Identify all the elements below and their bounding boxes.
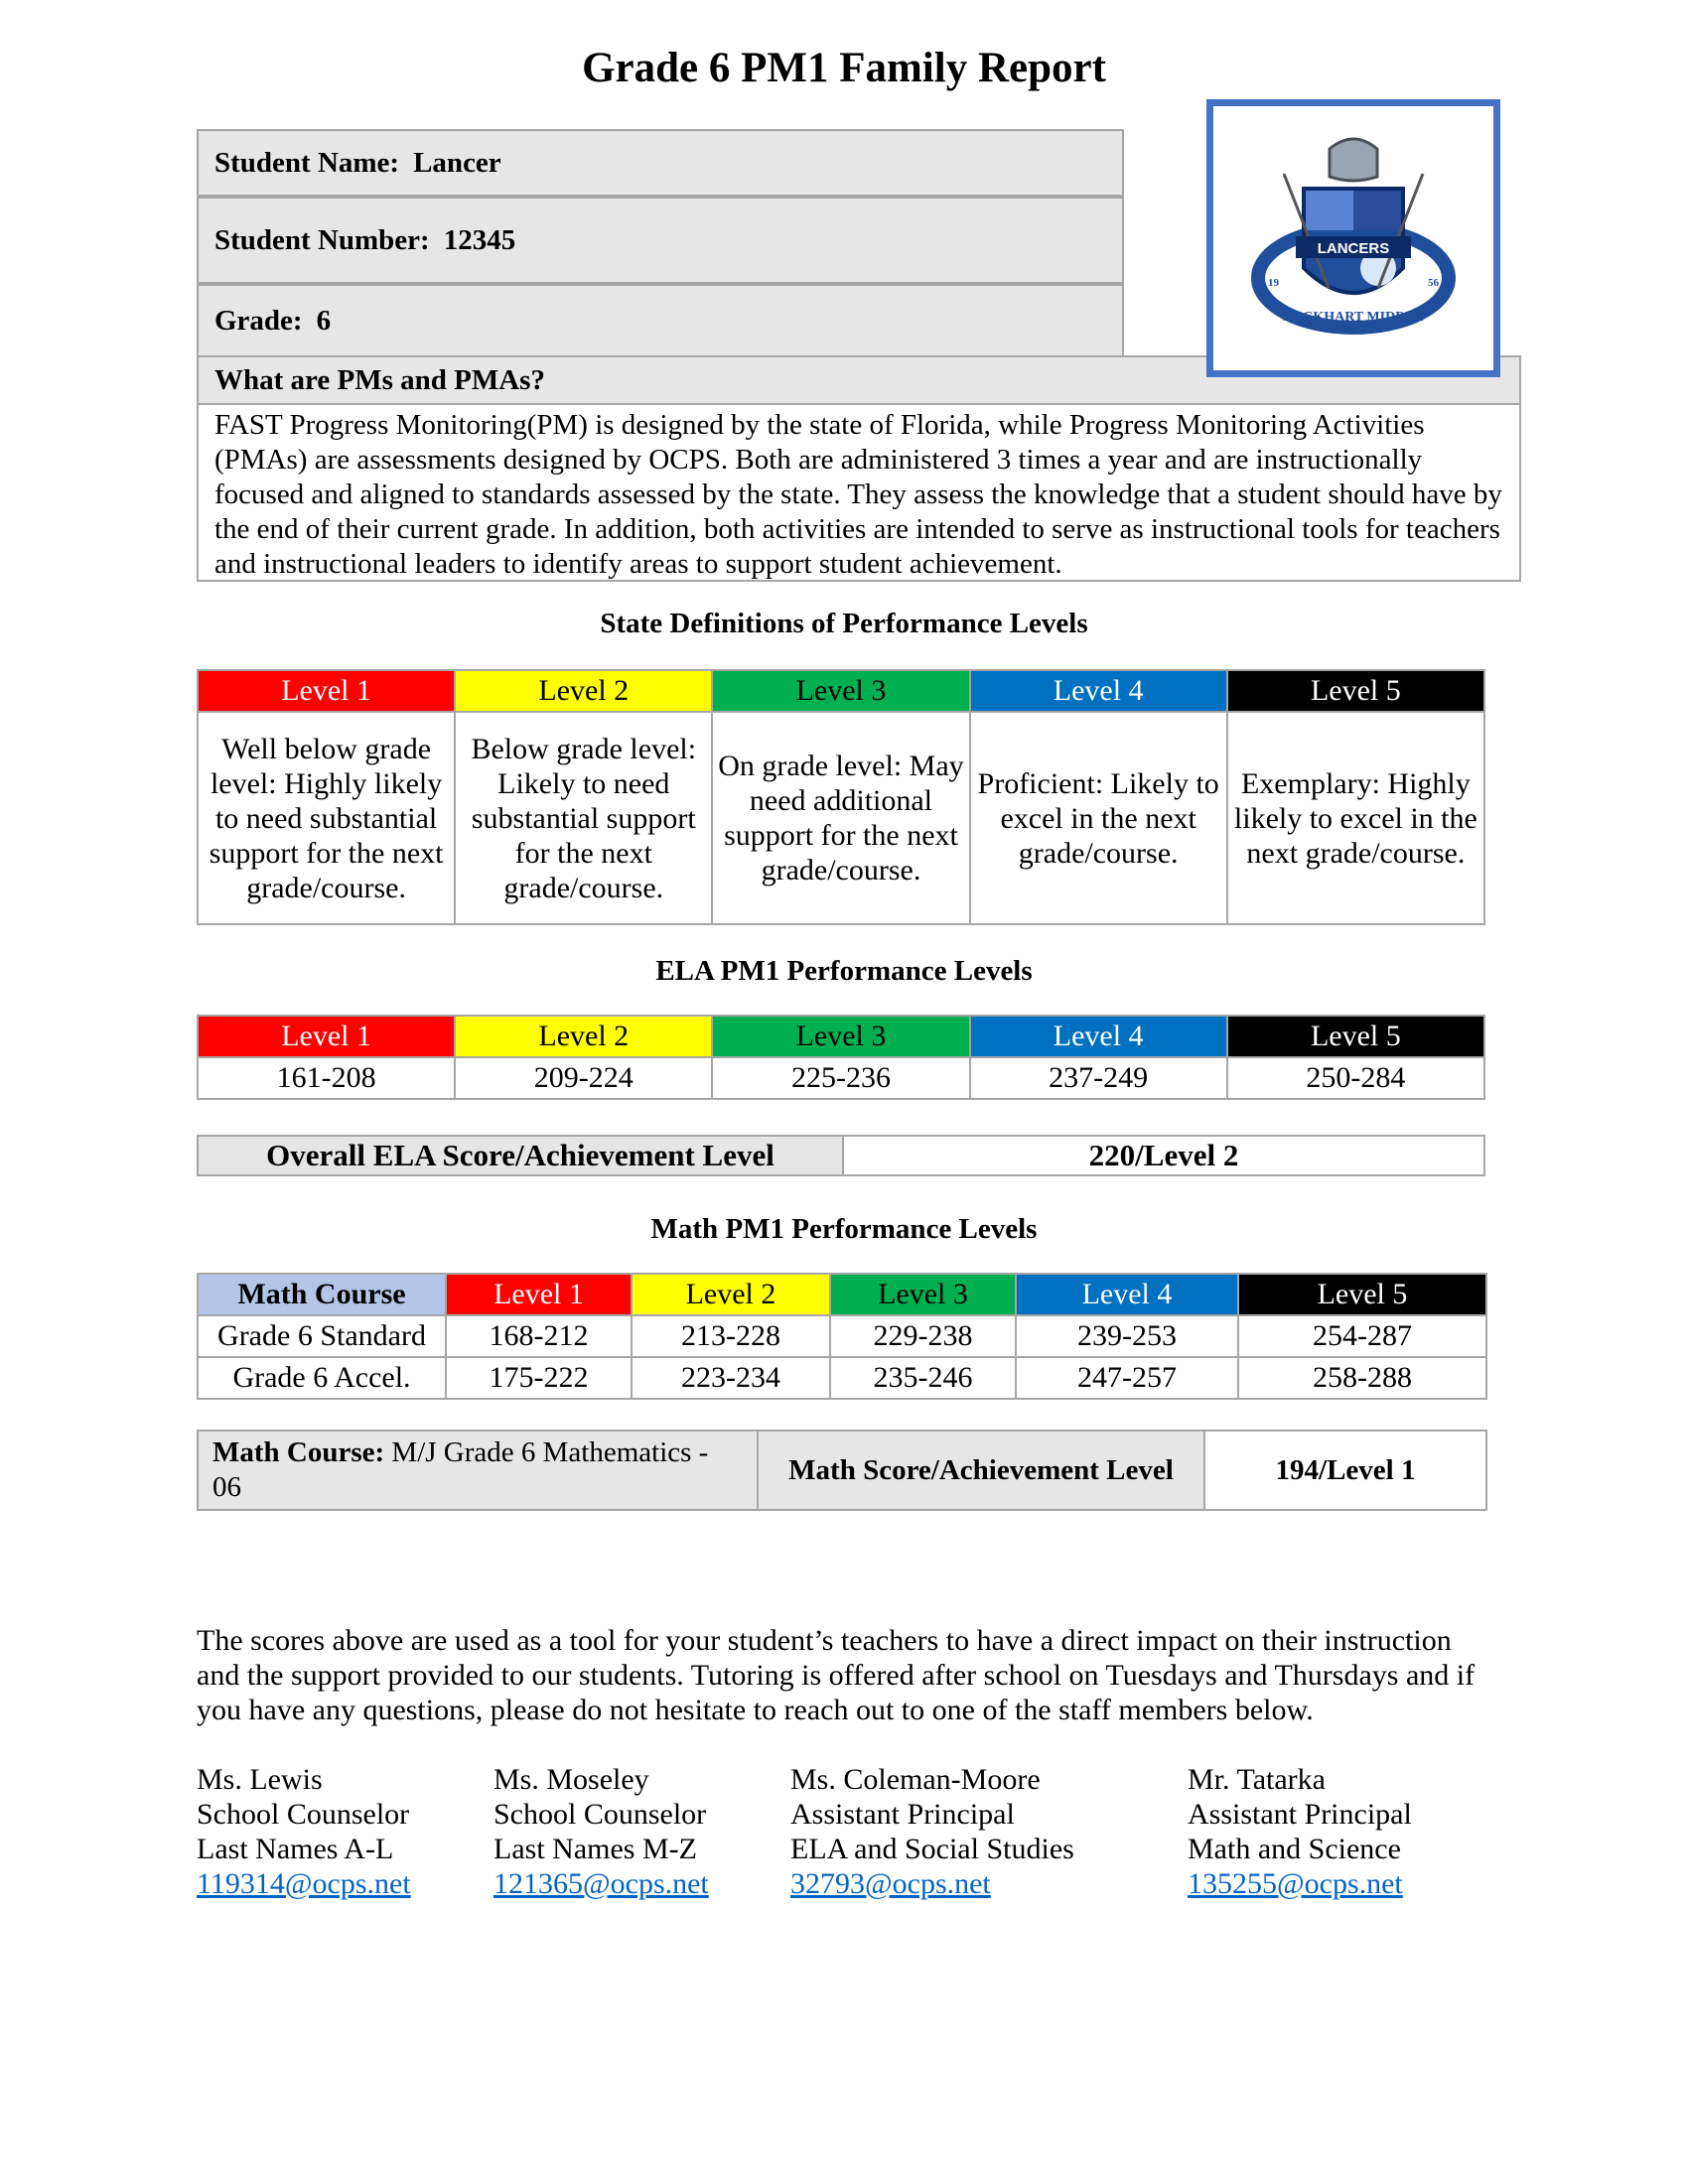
ela-overall-table: [197, 1135, 1485, 1176]
school-logo-frame: [1206, 99, 1500, 377]
state-definitions-table: [197, 669, 1485, 925]
closing-paragraph: The scores above are used as a tool for your student’s teachers to have a direct impact on their instruction and the support provided to our students. Tutoring is offered after school on Tuesdays and Thursdays and if you have any questions, please do not hesitate to reach out to one of the staff members below.: [197, 1624, 1476, 1726]
def-level-4-header: Level 4: [970, 670, 1227, 712]
staff-email-link[interactable]: 119314@ocps.net: [197, 1867, 411, 1900]
student-number-label: Student Number:: [214, 223, 430, 256]
ela-overall-label: Overall ELA Score/Achievement Level: [198, 1136, 843, 1175]
staff-name: Ms. Moseley: [493, 1763, 649, 1796]
ela-overall-score: 220/Level 2: [843, 1136, 1484, 1175]
math-range: 213-228: [632, 1315, 830, 1357]
pm-heading: What are PMs and PMAs?: [199, 357, 1519, 405]
math-course-name: Grade 6 Standard: [198, 1315, 446, 1357]
grade-label: Grade:: [214, 304, 303, 337]
logo-year-left: 19: [1268, 277, 1279, 289]
math-range: 254-287: [1238, 1315, 1486, 1357]
staff-area: Last Names M-Z: [493, 1833, 697, 1865]
student-grade-row: [197, 284, 1124, 357]
staff-contact-1: [197, 1762, 411, 1901]
logo-banner: LANCERS: [1317, 240, 1390, 257]
grade-value: 6: [316, 304, 332, 337]
staff-area: Last Names A-L: [197, 1833, 394, 1865]
math-range: 235-246: [830, 1357, 1016, 1399]
ela-level-2-range: 209-224: [455, 1057, 712, 1099]
ela-title: ELA PM1 Performance Levels: [655, 955, 1033, 987]
math-range: 223-234: [632, 1357, 830, 1399]
staff-role: Assistant Principal: [790, 1798, 1015, 1831]
staff-area: Math and Science: [1188, 1833, 1401, 1865]
staff-role: School Counselor: [493, 1798, 707, 1831]
math-range: 229-238: [830, 1315, 1016, 1357]
math-course-name: Grade 6 Accel.: [198, 1357, 446, 1399]
ela-level-3-header: Level 3: [712, 1016, 969, 1057]
ela-level-1-header: Level 1: [198, 1016, 455, 1057]
staff-name: Ms. Lewis: [197, 1763, 323, 1796]
student-number-value: 12345: [443, 223, 516, 256]
staff-email-link[interactable]: 32793@ocps.net: [790, 1867, 991, 1900]
def-level-4-description: Proficient: Likely to excel in the next grade/course.: [970, 712, 1227, 924]
page-title: Grade 6 PM1 Family Report: [582, 45, 1106, 91]
def-level-3-description: On grade level: May need additional support for the next grade/course.: [712, 712, 969, 924]
staff-email-link[interactable]: 135255@ocps.net: [1188, 1867, 1403, 1900]
logo-ring-text: LOCKHART MIDDLE: [1283, 310, 1424, 325]
math-level-1-header: Level 1: [446, 1274, 632, 1315]
math-score-label: Math Score/Achievement Level: [758, 1431, 1204, 1510]
table-row: [198, 1315, 1486, 1357]
school-crest-logo: [1234, 119, 1473, 357]
staff-email-link[interactable]: 121365@ocps.net: [493, 1867, 709, 1900]
state-definitions-title: State Definitions of Performance Levels: [600, 608, 1088, 639]
staff-contact-3: [790, 1762, 1074, 1901]
student-name-label: Student Name:: [214, 146, 400, 179]
def-level-2-description: Below grade level: Likely to need substantial support for the next grade/course.: [455, 712, 712, 924]
pm-description: FAST Progress Monitoring(PM) is designed by the state of Florida, while Progress Monitoring Activities (PMAs) are assessments designed by OCPS. Both are administered 3 times a year and are instructionally focused and aligned to standards assessed by the state. They assess the knowledge that a student should have by the end of their current grade. In addition, both activities are intended to serve as instructional tools for teachers and instructional leaders to identify areas to support student achievement.: [214, 409, 1502, 580]
math-level-2-header: Level 2: [632, 1274, 830, 1315]
logo-year-right: 56: [1428, 277, 1439, 289]
ela-level-1-range: 161-208: [198, 1057, 455, 1099]
ela-level-5-header: Level 5: [1227, 1016, 1484, 1057]
staff-contact-4: [1188, 1762, 1412, 1901]
math-range: 239-253: [1016, 1315, 1238, 1357]
math-course-label: Math Course:: [212, 1436, 385, 1468]
pm-explanation-box: [197, 355, 1521, 582]
math-course-value: M/J Grade 6 Mathematics - 06: [212, 1436, 709, 1503]
ela-level-4-header: Level 4: [970, 1016, 1227, 1057]
math-title: Math PM1 Performance Levels: [650, 1213, 1038, 1245]
def-level-1-description: Well below grade level: Highly likely to need substantial support for the next grade/course.: [198, 712, 455, 924]
def-level-3-header: Level 3: [712, 670, 969, 712]
staff-role: Assistant Principal: [1188, 1798, 1412, 1831]
def-level-5-header: Level 5: [1227, 670, 1484, 712]
staff-role: School Counselor: [197, 1798, 410, 1831]
math-score-value: 194/Level 1: [1204, 1431, 1486, 1510]
math-level-4-header: Level 4: [1016, 1274, 1238, 1315]
math-level-5-header: Level 5: [1238, 1274, 1486, 1315]
ela-level-4-range: 237-249: [970, 1057, 1227, 1099]
def-level-1-header: Level 1: [198, 670, 455, 712]
math-range: 168-212: [446, 1315, 632, 1357]
def-level-2-header: Level 2: [455, 670, 712, 712]
math-range: 247-257: [1016, 1357, 1238, 1399]
table-row: [198, 1357, 1486, 1399]
math-course-header: Math Course: [198, 1274, 446, 1315]
math-score-table: [197, 1430, 1487, 1511]
ela-level-2-header: Level 2: [455, 1016, 712, 1057]
ela-levels-table: [197, 1015, 1485, 1100]
math-range: 258-288: [1238, 1357, 1486, 1399]
student-number-row: [197, 197, 1124, 284]
staff-name: Mr. Tatarka: [1188, 1763, 1326, 1796]
math-course-cell: [198, 1431, 758, 1510]
def-level-5-description: Exemplary: Highly likely to excel in the next grade/course.: [1227, 712, 1484, 924]
ela-level-5-range: 250-284: [1227, 1057, 1484, 1099]
math-range: 175-222: [446, 1357, 632, 1399]
ela-level-3-range: 225-236: [712, 1057, 969, 1099]
staff-name: Ms. Coleman-Moore: [790, 1763, 1041, 1796]
staff-contact-2: [493, 1762, 709, 1901]
math-levels-table: [197, 1273, 1487, 1400]
staff-area: ELA and Social Studies: [790, 1833, 1074, 1865]
student-name-row: [197, 129, 1124, 197]
student-name-value: Lancer: [413, 146, 501, 179]
math-level-3-header: Level 3: [830, 1274, 1016, 1315]
